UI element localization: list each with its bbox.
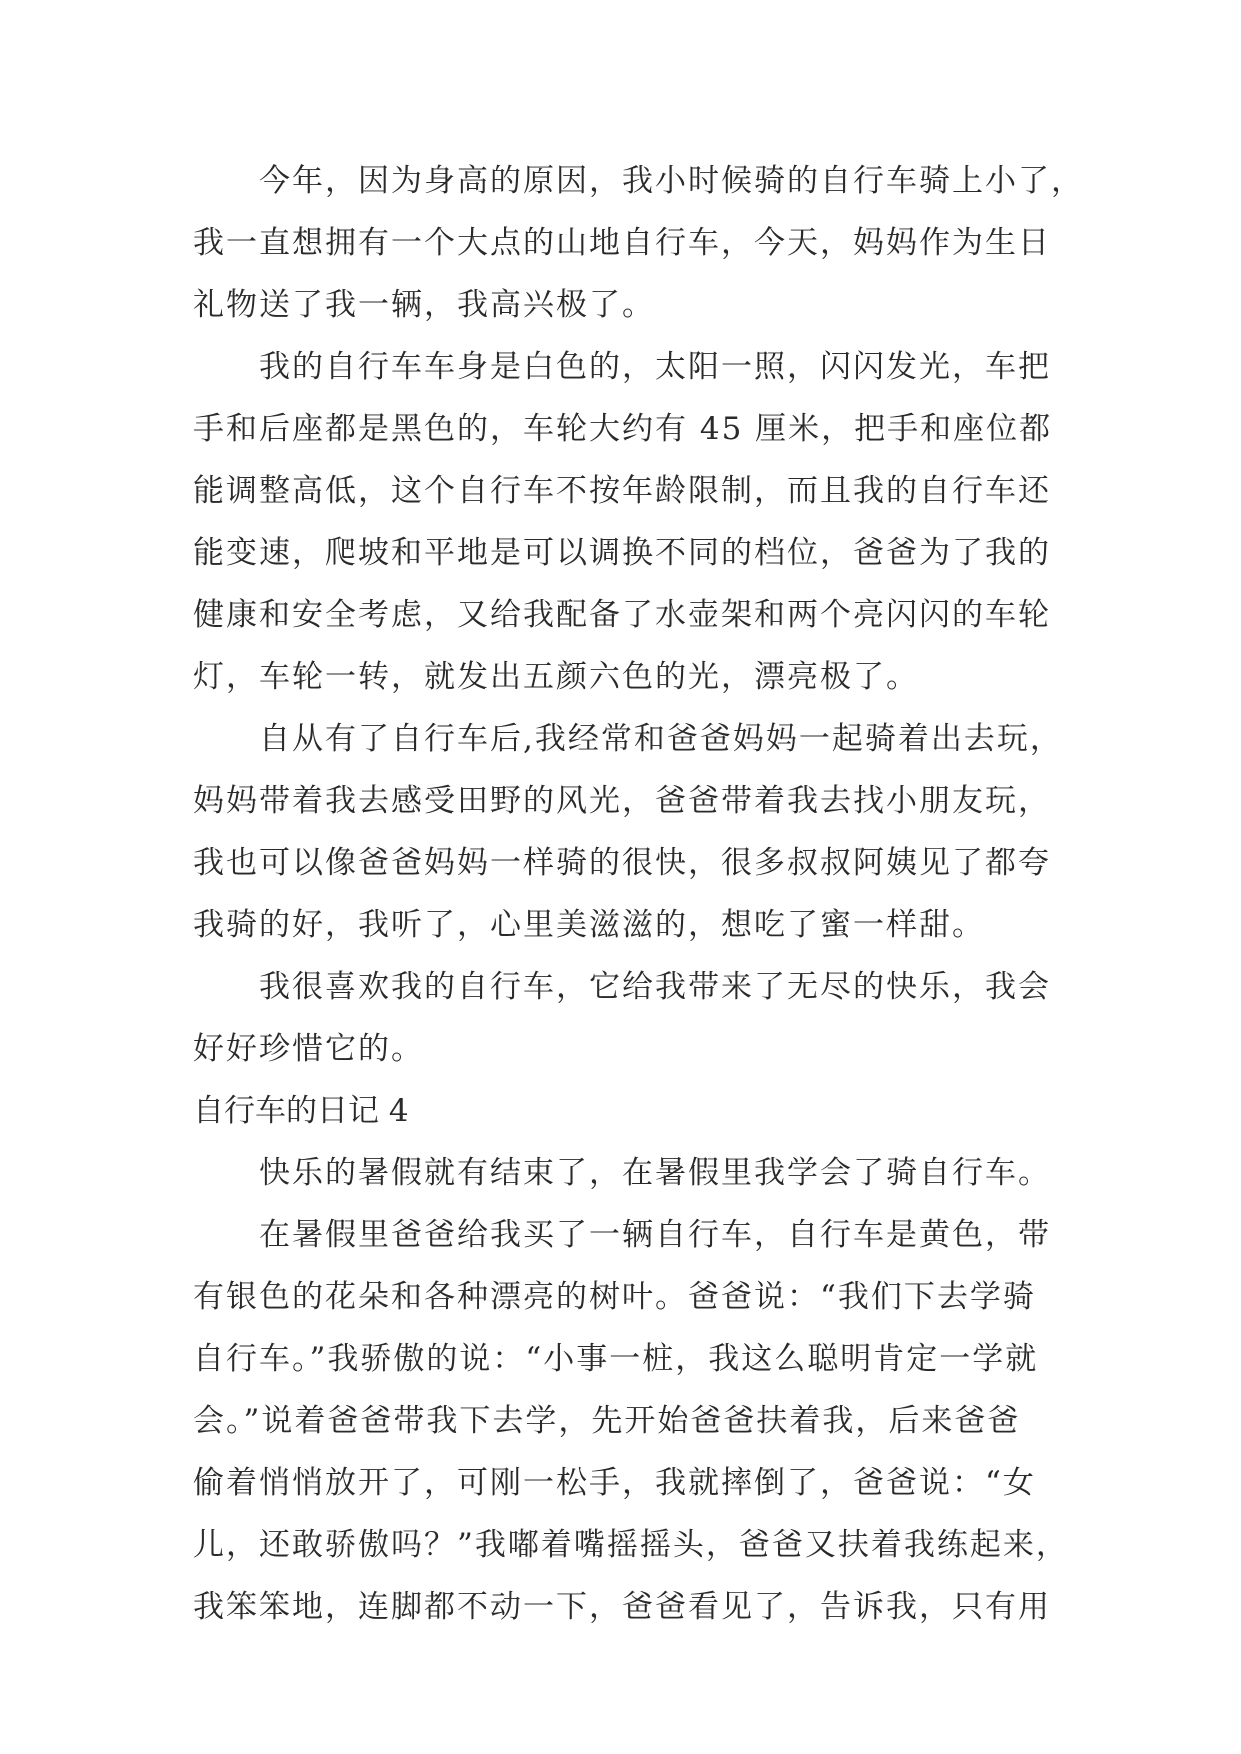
paragraph-line: 手和后座都是黑色的，车轮大约有 45 厘米，把手和座位都: [193, 411, 1053, 447]
paragraph-line: 我也可以像爸爸妈妈一样骑的很快，很多叔叔阿姨见了都夸: [193, 845, 1051, 881]
paragraph-line: 礼物送了我一辆，我高兴极了。: [193, 287, 655, 323]
paragraph-line: 儿，还敢骄傲吗？”我嘟着嘴摇摇头，爸爸又扶着我练起来，: [193, 1527, 1069, 1563]
paragraph: [193, 956, 1053, 1080]
paragraph-line: 妈妈带着我去感受田野的风光，爸爸带着我去找小朋友玩，: [193, 783, 1051, 819]
paragraph: [193, 1204, 1069, 1638]
paragraph-line: 能变速，爬坡和平地是可以调换不同的档位，爸爸为了我的: [193, 535, 1051, 571]
paragraph-line: 自从有了自行车后,我经常和爸爸妈妈一起骑着出去玩，: [259, 721, 1063, 757]
paragraph-line: 有银色的花朵和各种漂亮的树叶。爸爸说：“我们下去学骑: [193, 1279, 1036, 1315]
paragraph-line: 快乐的暑假就有结束了，在暑假里我学会了骑自行车。: [259, 1155, 1051, 1191]
paragraph-line: 我很喜欢我的自行车，它给我带来了无尽的快乐，我会: [259, 969, 1051, 1005]
paragraph-line: 好好珍惜它的。: [193, 1031, 424, 1067]
paragraph: [193, 708, 1063, 956]
paragraph: [193, 336, 1053, 708]
paragraph-line: 会。”说着爸爸带我下去学，先开始爸爸扶着我，后来爸爸: [193, 1403, 1021, 1439]
paragraph-line: 灯，车轮一转，就发出五颜六色的光，漂亮极了。: [193, 659, 919, 695]
paragraph: [193, 150, 1084, 336]
paragraph-line: 我骑的好，我听了，心里美滋滋的，想吃了蜜一样甜。: [193, 907, 985, 943]
section-heading: 自行车的日记 4: [193, 1093, 409, 1129]
paragraph-line: 自行车。”我骄傲的说：“小事一桩，我这么聪明肯定一学就: [193, 1341, 1039, 1377]
paragraph-line: 我的自行车车身是白色的，太阳一照，闪闪发光，车把: [259, 349, 1051, 385]
paragraph-line: 健康和安全考虑，又给我配备了水壶架和两个亮闪闪的车轮: [193, 597, 1051, 633]
paragraph-line: 偷着悄悄放开了，可刚一松手，我就摔倒了，爸爸说：“女: [193, 1465, 1036, 1501]
paragraph: [193, 1142, 1053, 1204]
paragraph-line: 能调整高低，这个自行车不按年龄限制，而且我的自行车还: [193, 473, 1051, 509]
paragraph-line: 今年，因为身高的原因，我小时候骑的自行车骑上小了，: [259, 163, 1084, 199]
document-body: [193, 150, 1084, 1638]
paragraph-line: 在暑假里爸爸给我买了一辆自行车，自行车是黄色，带: [259, 1217, 1051, 1253]
paragraph-line: 我笨笨地，连脚都不动一下，爸爸看见了，告诉我，只有用: [193, 1589, 1051, 1625]
paragraph-line: 我一直想拥有一个大点的山地自行车，今天，妈妈作为生日: [193, 225, 1051, 261]
